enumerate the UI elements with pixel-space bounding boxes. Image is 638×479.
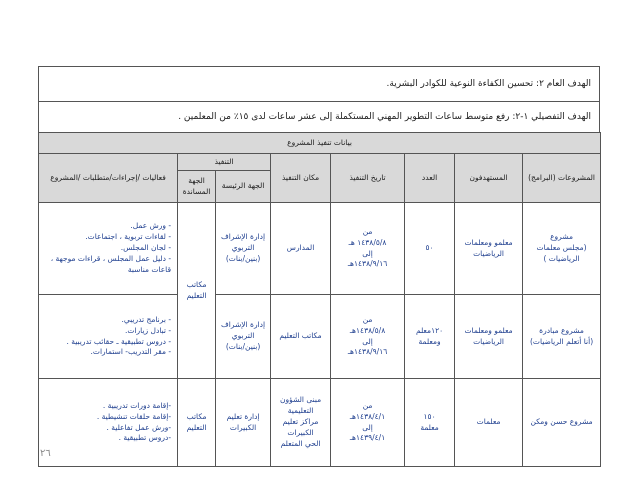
section-title: بيانات تنفيذ المشروع (39, 133, 601, 154)
count-cell: ٥٠ (405, 203, 455, 295)
date-cell: من ١٤٣٨/٥/٨ هـ إلى ١٤٣٨/٩/١٦هـ (331, 203, 405, 295)
place-cell: المدارس (271, 203, 331, 295)
header-execution: التنفيذ (178, 154, 271, 171)
beneficiaries-cell: معلمو ومعلمات الرياضيات (455, 203, 523, 295)
header-count: العدد (405, 154, 455, 203)
project-table (38, 132, 601, 467)
main-body-cell: إدارة الإشراف التربوي (بنين/بنات) (216, 203, 271, 295)
header-beneficiaries: المستهدفون (455, 154, 523, 203)
table-row (39, 295, 601, 379)
document-page (38, 66, 600, 467)
header-main-body: الجهة الرئيسة (216, 171, 271, 203)
count-cell: ١٥٠ معلمة (405, 379, 455, 467)
date-cell: من ١٤٣٨/٥/٨هـ إلى ١٤٣٨/٩/١٦هـ (331, 295, 405, 379)
place-cell: مكاتب التعليم (271, 295, 331, 379)
support-body-cell: مكاتب التعليم (178, 379, 216, 467)
activities-cell: - ورش عمل. - لقاءات تربوية ، اجتماعات. - لجان المجلس. - دليل عمل المجلس ، قراءات موجهة ، قاعات مناسبة (39, 203, 178, 295)
support-body-cell: مكاتب التعليم (178, 203, 216, 379)
date-cell: من ١٤٣٨/٤/١هـ إلى ١٤٣٩/٤/١هـ (331, 379, 405, 467)
header-projects: المشروعات (البرامج) (523, 154, 601, 203)
general-goal: الهدف العام ٢: تحسين الكفاءة النوعية للكوادر البشرية. (386, 79, 591, 89)
main-body-cell: إدارة الإشراف التربوي (بنين/بنات) (216, 295, 271, 379)
project-cell: مشروع مبادرة (أنا أتعلم الرياضيات) (523, 295, 601, 379)
header-activities: فعاليات /إجراءات/متطلبات /المشروع (39, 154, 178, 203)
table-row (39, 379, 601, 467)
header-date: تاريخ التنفيذ (331, 154, 405, 203)
count-cell: ١٢٠معلم ومعلمة (405, 295, 455, 379)
activities-cell: -إقامة دورات تدريبية . -إقامة حلقات تنشيطية . -ورش عمل تفاعلية . -دروس تطبيقية . (39, 379, 178, 467)
detailed-goal: الهدف التفصيلي ١-٢: رفع متوسط ساعات التطوير المهني المستكملة إلى عشر ساعات لدى ١٥٪ من المعلمين . (178, 112, 591, 122)
general-goal-row (38, 66, 600, 101)
project-cell: مشروع (مجلس معلمات الرياضيات ) (523, 203, 601, 295)
page-number: ٢٦ (40, 448, 51, 459)
activities-cell: - برنامج تدريبي. - تبادل زيارات. - دروس تطبيقية ـ حقائب تدريبية . - مقر التدريب- استمارات. (39, 295, 178, 379)
header-support-body: الجهة المساندة (178, 171, 216, 203)
project-cell: مشروع حسن ومكن (523, 379, 601, 467)
beneficiaries-cell: معلمو ومعلمات الرياضيات (455, 295, 523, 379)
header-place: مكان التنفيذ (271, 154, 331, 203)
beneficiaries-cell: معلمات (455, 379, 523, 467)
detailed-goal-row (38, 101, 600, 132)
main-body-cell: إدارة تعليم الكبيرات (216, 379, 271, 467)
table-row (39, 203, 601, 295)
place-cell: مبنى الشؤون التعليمية مراكز تعليم الكبيرات الحي المتعلم (271, 379, 331, 467)
